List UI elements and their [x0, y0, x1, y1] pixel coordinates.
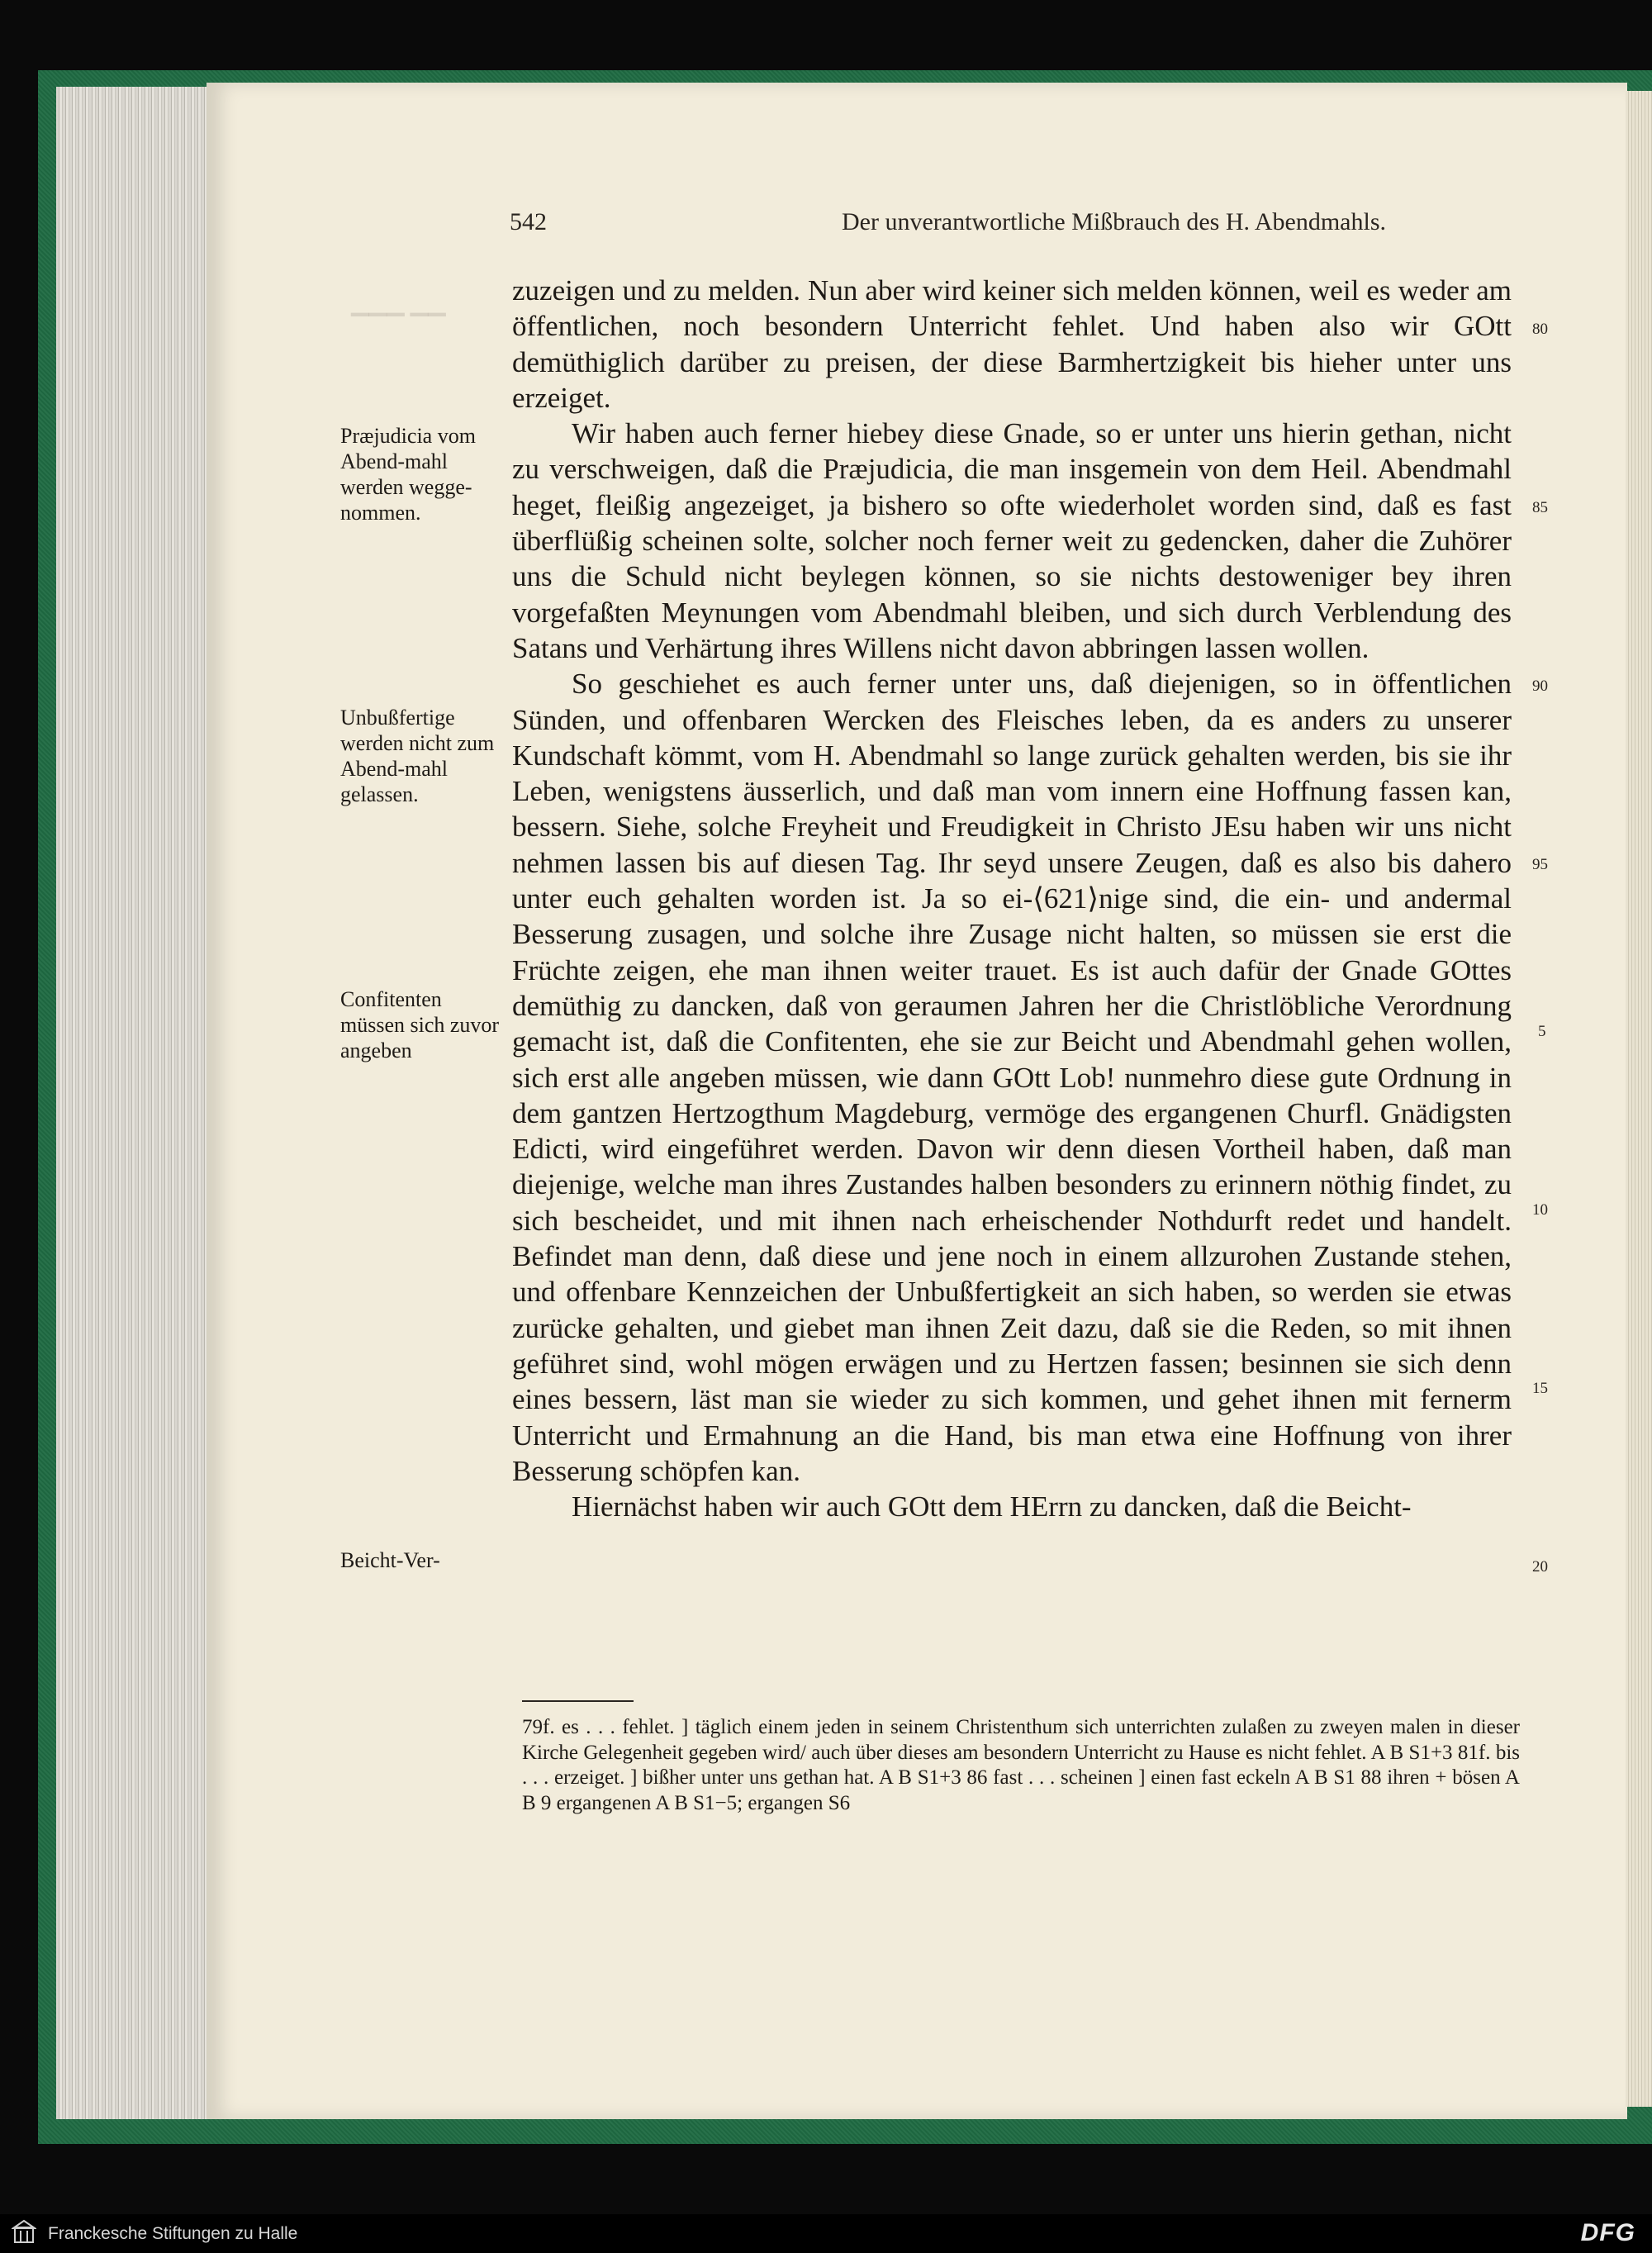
line-number: 85 — [1532, 499, 1548, 516]
line-number: 80 — [1532, 321, 1548, 338]
line-number: 10 — [1532, 1201, 1548, 1219]
margin-note-beicht: Beicht-Ver- — [340, 1548, 440, 1572]
line-number: 5 — [1538, 1023, 1546, 1040]
line-number: 20 — [1532, 1558, 1548, 1576]
main-text — [512, 273, 1512, 1524]
running-title: Der unverantwortliche Mißbrauch des H. Abendmahls. — [842, 208, 1386, 235]
margin-note-confitenten: Confitenten müssen sich zuvor angeben — [340, 987, 500, 1062]
footer-credit: Franckesche Stiftungen zu Halle — [48, 2224, 298, 2243]
line-number: 95 — [1532, 856, 1548, 873]
line-number: 90 — [1532, 677, 1548, 695]
institution-logo-icon — [12, 2219, 36, 2247]
paragraph: So geschiehet es auch ferner unter uns, daß diejenigen, so in öffentlichen Sünden, und offenbaren Wercken des Fleisches leben, da es anders zu unserer Kundschaft kömmt, vom H. Abendmahl so lange zurück gehalten werden, bis sie ihr Leben, wenigstens äusserlich, und daß man vom innern eine Hoffnung fassen kan, bessern. Siehe, solche Freyheit und Freudigkeit in Christo JEsu haben wir uns nicht nehmen lassen bis auf diesen Tag. Ihr seyd unsere Zeugen, daß es also bis dahero unter euch gehalten worden ist. Ja so ei-⟨621⟩nige sind, die ein- und andermal Besserung zusagen, und solche ihre Zusage nicht halten, so müssen sie erst die Früchte zeigen, ehe man ihnen weiter trauet. Es ist auch dafür der Gnade GOttes demüthig zu dancken, daß von geraumen Jahren her die Christlöbliche Verordnung gemacht ist, daß die Confitenten, ehe sie zur Beicht und Abendmahl gehen wollen, sich erst alle angeben müssen, wie dann GOtt Lob! nunmehro diese gute Ordnung in dem gantzen Hertzogthum Magdeburg, vermöge des ergangenen Churfl. Gnädigsten Edicti, wird eingeführet werden. Davon wir denn diesen Vortheil haben, daß man diejenige, welche man ihres Zustandes halben besonders zu erinnern nöthig findet, zu sich bescheidet, und mit ihnen nach erheischender Nothdurft redet und handelt. Befindet man denn, daß diese und jene noch in einem allzurohen Zustande stehen, und offenbare Kennzeichen der Unbußfertigkeit an sich haben, so werden sie etwas zurücke gehalten, und giebet man ihnen Zeit dazu, daß sie die Reden, so mit ihnen geführet sind, wohl mögen erwägen und zu Hertzen fassen; besinnen sie sich denn eines bessern, läst man sie wieder zu sich kommen, und gehet ihnen mit fernerm Unterricht und Ermahnung an die Hand, bis man etwa eine Hoffnung von ihrer Besserung schöpfen kan. — [512, 668, 1512, 1487]
paragraph: zuzeigen und zu melden. Nun aber wird keiner sich melden können, weil es weder am öffentlichen, noch besondern Unterricht fehlet. Und haben also wir GOtt demüthiglich darüber zu preisen, der diese Barmhertzigkeit bis hieher unter uns erzeiget. — [512, 274, 1512, 414]
show-through: ▁▁▁ ▁▁ — [351, 291, 446, 316]
margin-note-praejudicia: Præjudicia vom Abend-mahl werden wegge-nommen. — [340, 424, 476, 525]
page-edges — [56, 87, 225, 2119]
line-number: 15 — [1532, 1380, 1548, 1397]
footnote-rule — [522, 1700, 634, 1702]
dfg-logo: DFG — [1580, 2219, 1635, 2246]
paragraph: Wir haben auch ferner hiebey diese Gnade, so er unter uns hierin gethan, nicht zu verschweigen, daß die Præjudicia, die man insgemein von dem Heil. Abendmahl heget, fleißig angezeiget, ja bishero so ofte wiederholet worden sind, daß es fast überflüßig scheinen solte, solcher noch ferner weit zu gedencken, daher die Zuhörer uns die Schuld nicht beylegen können, so sie nichts destoweniger bey ihren vorgefaßten Meynungen vom Abendmahl bleiben, und sich durch Verblendung des Satans und Verhärtung ihres Willens nicht davon abbringen lassen wollen. — [512, 417, 1512, 664]
page-number: 542 — [510, 208, 547, 235]
right-page-edge — [1626, 91, 1652, 2107]
margin-note-unbussfertige: Unbußfertige werden nicht zum Abend-mahl gelassen. — [340, 706, 495, 806]
critical-apparatus: 79f. es . . . fehlet. ] täglich einem jeden in seinem Christenthum sich unterrichten zulaßen zu zweyen malen in dieser Kirche Gelegenheit gegeben wird/ auch über dieses am besondern Unterricht zu Hause es nicht fehlet. A B S1+3 81f. bis . . . erzeiget. ] bißher unter uns gethan hat. A B S1+3 86 fast . . . scheinen ] einen fast eckeln A B S1 88 ihren + bösen A B 9 ergangenen A B S1−5; ergangen S6 — [522, 1716, 1520, 1814]
paragraph: Hiernächst haben wir auch GOtt dem HErrn zu dancken, daß die Beicht- — [572, 1490, 1412, 1523]
